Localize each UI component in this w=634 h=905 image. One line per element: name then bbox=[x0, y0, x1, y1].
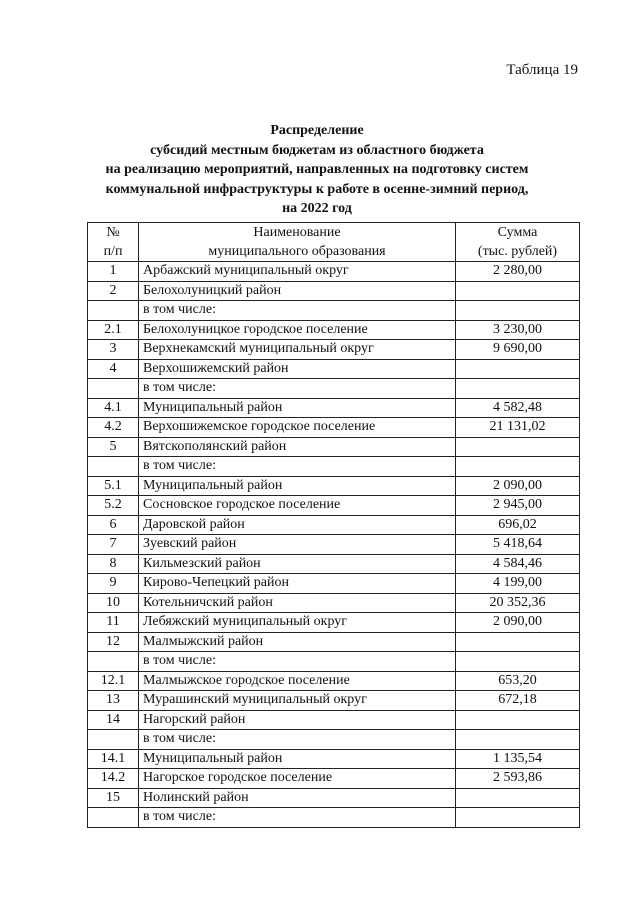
table-row bbox=[88, 710, 580, 730]
table-row bbox=[88, 671, 580, 691]
row-amount: 672,18 bbox=[456, 691, 580, 711]
row-amount: 2 090,00 bbox=[456, 476, 580, 496]
row-amount bbox=[456, 710, 580, 730]
row-amount: 653,20 bbox=[456, 671, 580, 691]
row-number: 4 bbox=[88, 359, 139, 379]
table-row bbox=[88, 262, 580, 282]
row-number: 14.2 bbox=[88, 769, 139, 789]
row-name: Даровской район bbox=[139, 515, 456, 535]
header-name-line1: Наименование bbox=[253, 225, 341, 240]
row-amount bbox=[456, 457, 580, 477]
row-number bbox=[88, 379, 139, 399]
row-name: Лебяжский муниципальный округ bbox=[139, 613, 456, 633]
table-number-label: Таблица 19 bbox=[506, 62, 578, 78]
row-name: в том числе: bbox=[139, 808, 456, 828]
table-row bbox=[88, 496, 580, 516]
table-row bbox=[88, 457, 580, 477]
row-amount: 4 199,00 bbox=[456, 574, 580, 594]
row-number: 1 bbox=[88, 262, 139, 282]
row-number: 7 bbox=[88, 535, 139, 555]
header-sum bbox=[456, 223, 580, 262]
row-name: в том числе: bbox=[139, 730, 456, 750]
row-number bbox=[88, 457, 139, 477]
heading-line: коммунальной инфраструктуры к работе в осенне-зимний период, bbox=[105, 181, 529, 197]
row-number: 8 bbox=[88, 554, 139, 574]
document-heading bbox=[0, 121, 634, 219]
row-amount bbox=[456, 359, 580, 379]
row-name: Зуевский район bbox=[139, 535, 456, 555]
table-row bbox=[88, 320, 580, 340]
row-number: 14 bbox=[88, 710, 139, 730]
table-row bbox=[88, 418, 580, 438]
row-number: 12.1 bbox=[88, 671, 139, 691]
header-number bbox=[88, 223, 139, 262]
header-sum-line1: Сумма bbox=[497, 225, 538, 240]
row-amount: 9 690,00 bbox=[456, 340, 580, 360]
row-amount: 21 131,02 bbox=[456, 418, 580, 438]
row-name: Муниципальный район bbox=[139, 398, 456, 418]
row-number bbox=[88, 730, 139, 750]
row-amount: 4 584,46 bbox=[456, 554, 580, 574]
row-number: 2 bbox=[88, 281, 139, 301]
row-name: Муниципальный район bbox=[139, 749, 456, 769]
table-row bbox=[88, 398, 580, 418]
row-amount: 3 230,00 bbox=[456, 320, 580, 340]
row-number: 3 bbox=[88, 340, 139, 360]
row-number: 5.2 bbox=[88, 496, 139, 516]
table-row bbox=[88, 730, 580, 750]
row-number bbox=[88, 301, 139, 321]
row-amount bbox=[456, 632, 580, 652]
row-number: 13 bbox=[88, 691, 139, 711]
row-number: 6 bbox=[88, 515, 139, 535]
table-row bbox=[88, 652, 580, 672]
row-name: Нагорский район bbox=[139, 710, 456, 730]
table-row bbox=[88, 340, 580, 360]
row-number: 4.2 bbox=[88, 418, 139, 438]
row-number: 4.1 bbox=[88, 398, 139, 418]
row-amount: 2 593,86 bbox=[456, 769, 580, 789]
table-row bbox=[88, 281, 580, 301]
row-name: Белохолуницкий район bbox=[139, 281, 456, 301]
row-number: 9 bbox=[88, 574, 139, 594]
table-header-row bbox=[88, 223, 580, 262]
row-number: 2.1 bbox=[88, 320, 139, 340]
row-name: Белохолуницкое городское поселение bbox=[139, 320, 456, 340]
table-row bbox=[88, 613, 580, 633]
row-amount: 696,02 bbox=[456, 515, 580, 535]
row-name: Мурашинский муниципальный округ bbox=[139, 691, 456, 711]
row-name: Арбажский муниципальный округ bbox=[139, 262, 456, 282]
table-row bbox=[88, 788, 580, 808]
row-name: в том числе: bbox=[139, 301, 456, 321]
row-amount: 2 945,00 bbox=[456, 496, 580, 516]
row-name: Котельничский район bbox=[139, 593, 456, 613]
row-name: в том числе: bbox=[139, 652, 456, 672]
table-row bbox=[88, 632, 580, 652]
row-number bbox=[88, 652, 139, 672]
heading-line: на 2022 год bbox=[282, 201, 352, 216]
table-body bbox=[88, 262, 580, 828]
heading-line: субсидий местным бюджетам из областного бюджета bbox=[150, 142, 484, 158]
table-row bbox=[88, 769, 580, 789]
row-name: Верхошижемское городское поселение bbox=[139, 418, 456, 438]
table-row bbox=[88, 691, 580, 711]
header-name bbox=[139, 223, 456, 262]
row-name: Сосновское городское поселение bbox=[139, 496, 456, 516]
row-name: Верхнекамский муниципальный округ bbox=[139, 340, 456, 360]
heading-line: Распределение bbox=[270, 123, 364, 138]
row-amount bbox=[456, 301, 580, 321]
header-number-line1: № bbox=[106, 225, 120, 240]
row-amount bbox=[456, 281, 580, 301]
row-name: Малмыжский район bbox=[139, 632, 456, 652]
row-amount: 4 582,48 bbox=[456, 398, 580, 418]
row-name: в том числе: bbox=[139, 379, 456, 399]
heading-line: на реализацию мероприятий, направленных на подготовку систем bbox=[105, 162, 529, 177]
row-name: Верхошижемский район bbox=[139, 359, 456, 379]
row-amount bbox=[456, 808, 580, 828]
subsidy-table bbox=[87, 222, 580, 828]
row-number bbox=[88, 808, 139, 828]
row-number: 14.1 bbox=[88, 749, 139, 769]
row-amount: 20 352,36 bbox=[456, 593, 580, 613]
table-row bbox=[88, 476, 580, 496]
row-number: 15 bbox=[88, 788, 139, 808]
row-name: Малмыжское городское поселение bbox=[139, 671, 456, 691]
table-row bbox=[88, 535, 580, 555]
row-amount bbox=[456, 788, 580, 808]
table-row bbox=[88, 379, 580, 399]
row-name: Кильмезский район bbox=[139, 554, 456, 574]
table-row bbox=[88, 359, 580, 379]
table-row bbox=[88, 515, 580, 535]
row-number: 12 bbox=[88, 632, 139, 652]
row-amount bbox=[456, 652, 580, 672]
row-number: 10 bbox=[88, 593, 139, 613]
row-name: Муниципальный район bbox=[139, 476, 456, 496]
row-name: Вятскополянский район bbox=[139, 437, 456, 457]
table-row bbox=[88, 554, 580, 574]
table-row bbox=[88, 593, 580, 613]
row-number: 5.1 bbox=[88, 476, 139, 496]
row-name: Кирово-Чепецкий район bbox=[139, 574, 456, 594]
row-number: 11 bbox=[88, 613, 139, 633]
table-row bbox=[88, 749, 580, 769]
header-number-line2: п/п bbox=[103, 244, 123, 259]
table-row bbox=[88, 574, 580, 594]
row-name: в том числе: bbox=[139, 457, 456, 477]
table-row bbox=[88, 437, 580, 457]
row-amount: 5 418,64 bbox=[456, 535, 580, 555]
header-name-line2: муниципального образования bbox=[208, 244, 386, 259]
row-amount: 1 135,54 bbox=[456, 749, 580, 769]
row-amount bbox=[456, 730, 580, 750]
header-sum-line2: (тыс. рублей) bbox=[477, 244, 558, 259]
row-amount: 2 280,00 bbox=[456, 262, 580, 282]
row-number: 5 bbox=[88, 437, 139, 457]
row-amount bbox=[456, 379, 580, 399]
row-name: Нагорское городское поселение bbox=[139, 769, 456, 789]
table-row bbox=[88, 808, 580, 828]
row-name: Нолинский район bbox=[139, 788, 456, 808]
row-amount bbox=[456, 437, 580, 457]
table-row bbox=[88, 301, 580, 321]
row-amount: 2 090,00 bbox=[456, 613, 580, 633]
